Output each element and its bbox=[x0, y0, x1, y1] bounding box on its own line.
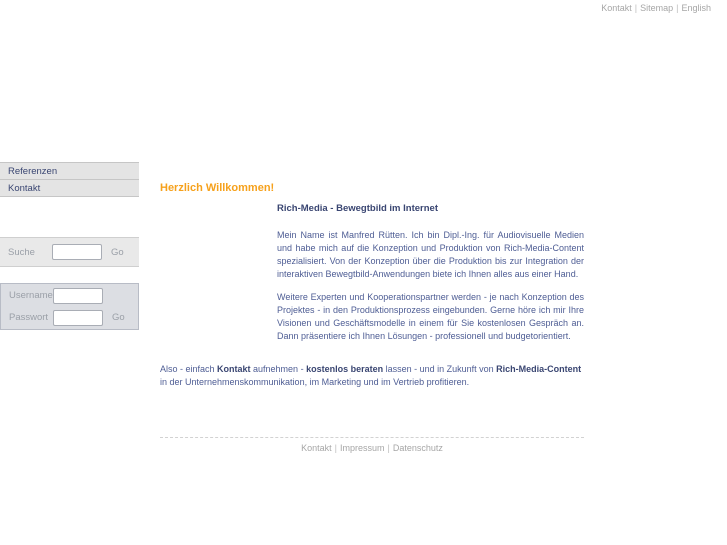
cta-text: lassen - und in Zukunft von bbox=[383, 364, 497, 374]
top-nav-sitemap-link[interactable]: Sitemap bbox=[640, 3, 674, 13]
footer-separator: | bbox=[334, 443, 337, 453]
footer-separator: | bbox=[387, 443, 390, 453]
search-panel bbox=[0, 237, 139, 267]
top-nav-kontakt-link[interactable]: Kontakt bbox=[601, 3, 632, 13]
article-heading: Rich-Media - Bewegtbild im Internet bbox=[277, 203, 438, 214]
password-row bbox=[1, 308, 138, 328]
footer-impressum-link[interactable]: Impressum bbox=[339, 443, 385, 453]
cta-text: Also - einfach bbox=[160, 364, 218, 374]
search-input[interactable] bbox=[52, 244, 102, 260]
article-paragraph-1: Mein Name ist Manfred Rütten. Ich bin Dipl.-Ing. für Audiovisuelle Medien und habe mich auf die Konzeption und Produktion von Rich-Media-Content spezialisiert. Von der Konzeption über die Produktion bis zur Integration der interaktiven Bewegtbild-Anwendungen biete ich Ihnen alles aus einer Hand. bbox=[277, 230, 584, 279]
nav-separator: | bbox=[676, 3, 679, 13]
footer-kontakt-link[interactable]: Kontakt bbox=[301, 443, 332, 453]
top-nav bbox=[601, 3, 711, 13]
cta-kontakt-emphasis[interactable]: Kontakt bbox=[217, 364, 251, 374]
username-field[interactable] bbox=[53, 288, 103, 304]
sidebar-item-kontakt[interactable]: Kontakt bbox=[0, 180, 139, 197]
nav-separator: | bbox=[634, 3, 638, 13]
cta-text: in der Unternehmenskommunikation, im Marketing und im Vertrieb profitieren. bbox=[160, 377, 470, 387]
password-label: Passwort bbox=[9, 312, 49, 323]
article-paragraph-2: Weitere Experten und Kooperationspartner werden - je nach Konzeption des Projektes - in den Produktionsprozess eingebunden. Gerne höre ich mir Ihre Visionen und Geschäftsmodelle in einem für Sie kostenlosen Gespräch an. Dann präsentiere ich Ihnen Lösungen - professionell und budgetorientiert. bbox=[277, 292, 584, 341]
search-go-button[interactable]: Go bbox=[111, 246, 124, 258]
sidebar-menu bbox=[0, 162, 139, 197]
footer-nav bbox=[160, 443, 584, 453]
cta-kostenlos-emphasis: kostenlos beraten bbox=[306, 364, 384, 374]
cta-paragraph bbox=[160, 363, 584, 389]
footer-datenschutz-link[interactable]: Datenschutz bbox=[392, 443, 443, 453]
sidebar-item-referenzen[interactable]: Referenzen bbox=[0, 163, 139, 180]
username-label: Username bbox=[9, 290, 53, 301]
login-go-button[interactable]: Go bbox=[112, 312, 125, 323]
username-row bbox=[1, 286, 138, 306]
page-title: Herzlich Willkommen! bbox=[160, 182, 275, 194]
top-nav-english-link[interactable]: English bbox=[681, 3, 711, 13]
cta-richmedia-emphasis: Rich-Media-Content bbox=[496, 364, 582, 374]
search-label: Suche bbox=[8, 246, 35, 258]
password-field[interactable] bbox=[53, 310, 103, 326]
footer-divider bbox=[160, 437, 584, 438]
article bbox=[277, 203, 584, 353]
cta-text: aufnehmen - bbox=[250, 364, 307, 374]
login-panel bbox=[0, 283, 139, 330]
